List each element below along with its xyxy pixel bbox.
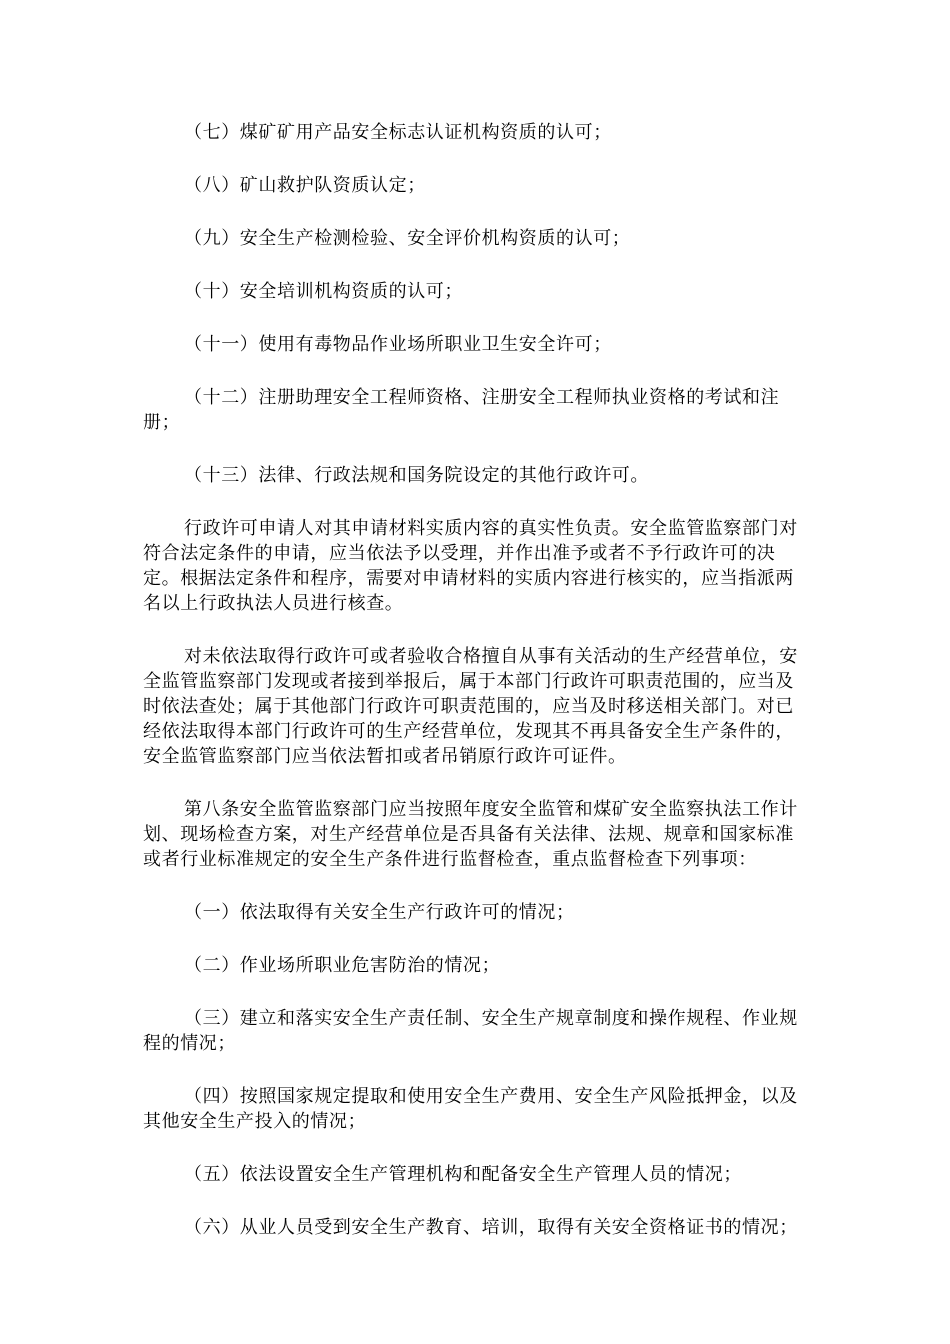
paragraph-unlicensed-activity: 对未依法取得行政许可或者验收合格擅自从事有关活动的生产经营单位，安全监管监察部门发现或者接到举报后，属于本部门行政许可职责范围的，应当及时依法查处；属于其他部门行政许可职责范围的，应当及时移送相关部门。对已经依法取得本部门行政许可的生产经营单位，发现其不再具备安全生产条件的，安全监管监察部门应当依法暂扣或者吊销原行政许可证件。 bbox=[143, 646, 798, 767]
item-6: （六）从业人员受到安全生产教育、培训，取得有关安全资格证书的情况； bbox=[184, 1217, 798, 1238]
paragraph-applicant-responsibility: 行政许可申请人对其申请材料实质内容的真实性负责。安全监管监察部门对符合法定条件的申请，应当依法予以受理，并作出准予或者不予行政许可的决定。根据法定条件和程序，需要对申请材料的实质内容进行核实的，应当指派两名以上行政执法人员进行核查。 bbox=[143, 518, 798, 614]
clause-10: （十）安全培训机构资质的认可； bbox=[184, 281, 463, 302]
clause-9: （九）安全生产检测检验、安全评价机构资质的认可； bbox=[184, 228, 631, 249]
item-4: （四）按照国家规定提取和使用安全生产费用、安全生产风险抵押金，以及其他安全生产投入的情况； bbox=[143, 1086, 798, 1132]
clause-8: （八）矿山救护队资质认定； bbox=[184, 175, 426, 196]
item-5: （五）依法设置安全生产管理机构和配备安全生产管理人员的情况； bbox=[184, 1164, 742, 1185]
item-1: （一）依法取得有关安全生产行政许可的情况； bbox=[184, 902, 575, 923]
clause-13: （十三）法律、行政法规和国务院设定的其他行政许可。 bbox=[184, 465, 649, 486]
article-8: 第八条安全监管监察部门应当按照年度安全监管和煤矿安全监察执法工作计划、现场检查方案，对生产经营单位是否具备有关法律、法规、规章和国家标准或者行业标准规定的安全生产条件进行监督检查，重点监督检查下列事项： bbox=[143, 799, 798, 870]
item-3: （三）建立和落实安全生产责任制、安全生产规章制度和操作规程、作业规程的情况； bbox=[143, 1008, 798, 1054]
clause-7: （七）煤矿矿用产品安全标志认证机构资质的认可； bbox=[184, 122, 612, 143]
item-2: （二）作业场所职业危害防治的情况； bbox=[184, 955, 501, 976]
clause-12: （十二）注册助理安全工程师资格、注册安全工程师执业资格的考试和注册； bbox=[143, 387, 780, 433]
clause-11: （十一）使用有毒物品作业场所职业卫生安全许可； bbox=[184, 334, 612, 355]
document-body bbox=[143, 120, 807, 1268]
